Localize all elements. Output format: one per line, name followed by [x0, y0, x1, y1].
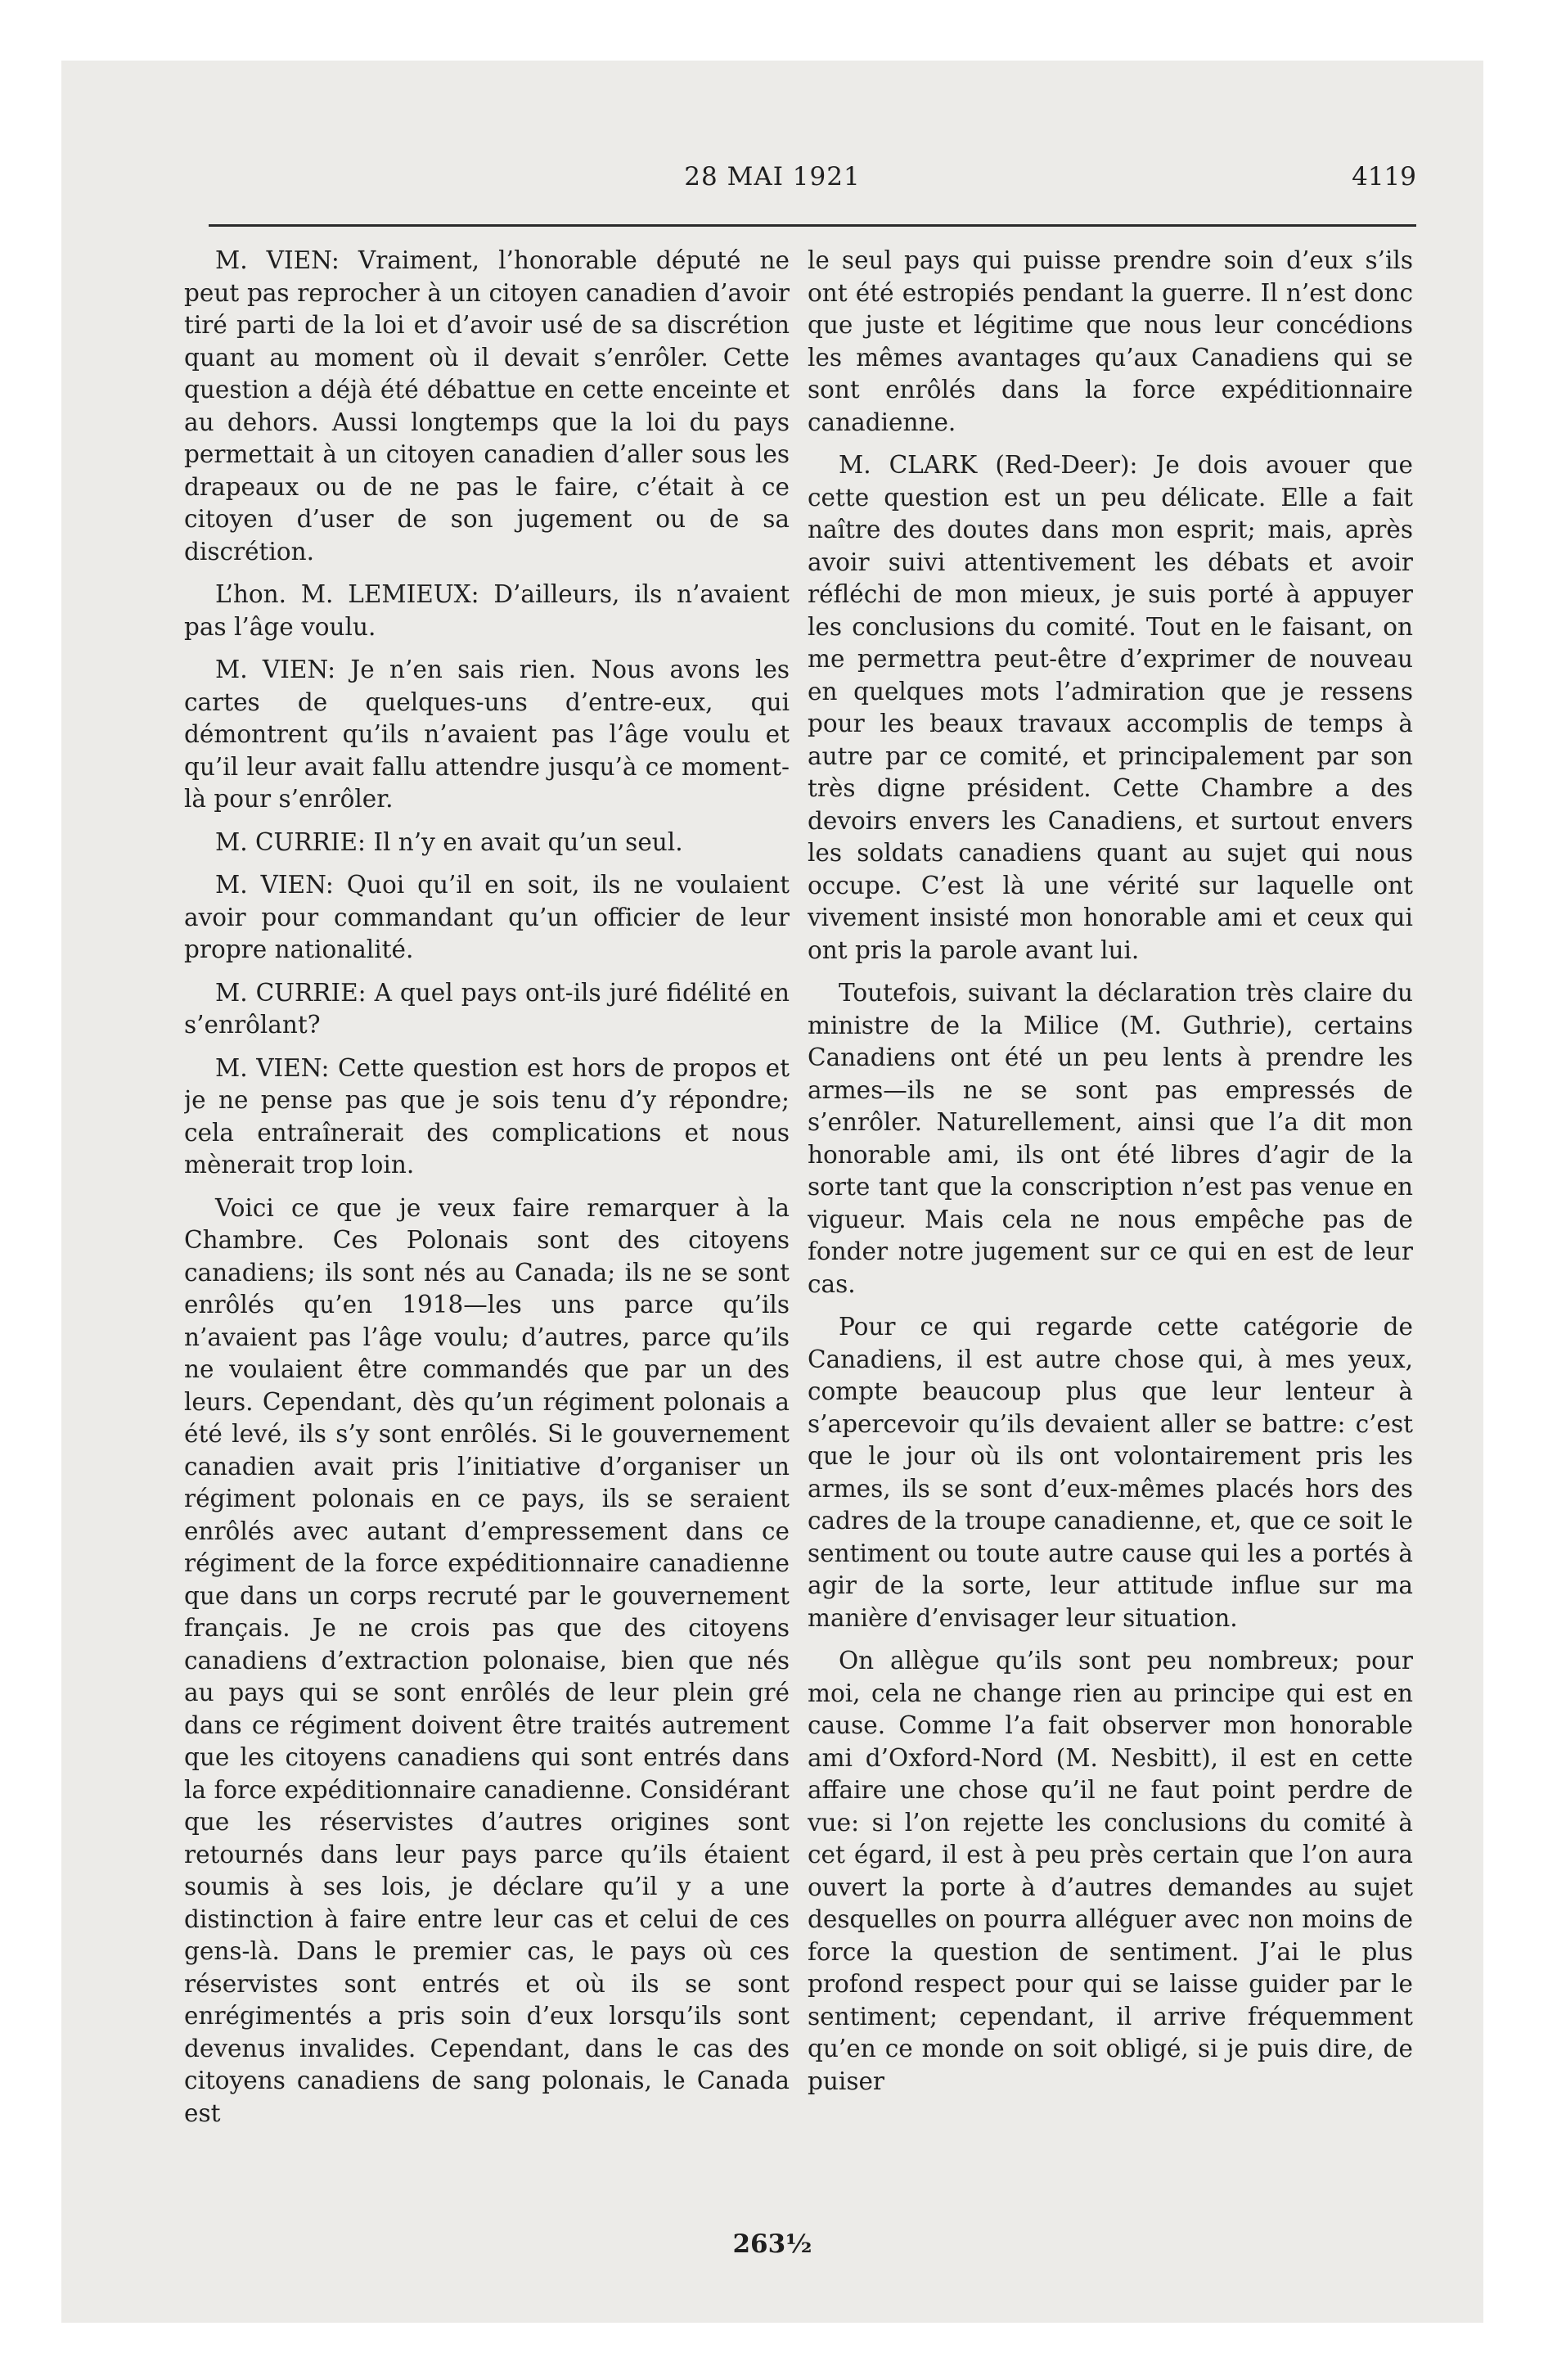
paragraph: M. VIEN: Vraiment, l’honorable député ne peut pas reprocher à un citoyen canadien d’avoir tiré parti de la loi et d’avoir usé de sa discrétion quant au moment où il devait s’enrôler. Cette question a déjà été débattue en cette enceinte et au dehors. Aussi longtemps que la loi du pays permettait à un citoyen canadien d’aller sous les drapeaux ou de ne pas le faire, c’était à ce citoyen d’user de son jugement ou de sa discrétion. [184, 246, 790, 566]
paragraph: M. VIEN: Cette question est hors de propos et je ne pense pas que je sois tenu d’y répondre; cela entraînerait des complications et nous mènerait trop loin. [184, 1053, 790, 1179]
header-rule [209, 224, 1416, 227]
page-number: 4119 [1352, 162, 1416, 192]
paragraph: le seul pays qui puisse prendre soin d’eux s’ils ont été estropiés pendant la guerre. Il n’est donc que juste et légitime que nous leur concédions les mêmes avantages qu’aux Canadiens qui se sont enrôlés dans la force expéditionnaire canadienne. [808, 246, 1413, 436]
page-date: 28 MAI 1921 [684, 162, 861, 192]
paragraph: Voici ce que je veux faire remarquer à la Chambre. Ces Polonais sont des citoyens canadiens; ils sont nés au Canada; ils ne se sont enrôlés qu’en 1918—les uns parce qu’ils n’avaient pas l’âge voulu; d’autres, parce qu’ils ne voulaient être commandés que par un des leurs. Cependant, dès qu’un régiment polonais a été levé, ils s’y sont enrôlés. Si le gouvernement canadien avait pris l’initiative d’organiser un régiment polonais en ce pays, ils se seraient enrôlés avec autant d’empressement dans ce régiment de la force expéditionnaire canadienne que dans un corps recruté par le gouvernement français. Je ne crois pas que des citoyens canadiens d’extraction polonaise, bien que nés au pays qui se sont enrôlés de leur plein gré dans ce régiment doivent être traités autrement que les citoyens canadiens qui sont entrés dans la force expéditionnaire canadienne. Considérant que les réservistes d’autres origines sont retournés dans leur pays parce qu’ils étaient soumis à ses lois, je déclare qu’il y a une distinction à faire entre leur cas et celui de ces gens-là. Dans le premier cas, le pays où ces réservistes sont entrés et où ils se sont enrégimentés a pris soin d’eux lorsqu’ils sont devenus invalides. Cependant, dans le cas des citoyens canadiens de sang polonais, le Canada est [184, 1193, 790, 2127]
left-column [184, 245, 790, 2217]
right-column [808, 245, 1413, 2217]
paragraph: M. CURRIE: A quel pays ont-ils juré fidélité en s’enrôlant? [184, 978, 790, 1039]
signature-mark: 263½ [732, 2229, 812, 2259]
paragraph: L’hon. M. LEMIEUX: D’ailleurs, ils n’avaient pas l’âge voulu. [184, 580, 790, 641]
paragraph: M. VIEN: Je n’en sais rien. Nous avons les cartes de quelques-uns d’entre-eux, qui démontrent qu’ils n’avaient pas l’âge voulu et qu’il leur avait fallu attendre jusqu’à ce moment-là pour s’enrôler. [184, 656, 790, 813]
paragraph: M. CURRIE: Il n’y en avait qu’un seul. [215, 827, 683, 856]
paragraph: Pour ce qui regarde cette catégorie de Canadiens, il est autre chose qui, à mes yeux, compte beaucoup plus que leur lenteur à s’apercevoir qu’ils devaient aller se battre: c’est que le jour où ils ont volontairement pris les armes, ils se sont d’eux-mêmes placés hors des cadres de la troupe canadienne, et, que ce soit le sentiment ou toute autre cause qui les a portés à agir de la sorte, leur attitude influe sur ma manière d’envisager leur situation. [808, 1313, 1413, 1632]
paragraph: On allègue qu’ils sont peu nombreux; pour moi, cela ne change rien au principe qui est en cause. Comme l’a fait observer mon honorable ami d’Oxford-Nord (M. Nesbitt), il est en cette affaire une chose qu’il ne faut point perdre de vue: si l’on rejette les conclusions du comité à cet égard, il est à peu près certain que l’on aura ouvert la porte à d’autres demandes au sujet desquelles on pourra alléguer avec non moins de force la question de sentiment. J’ai le plus profond respect pour qui se laisse guider par le sentiment; cependant, il arrive fréquemment qu’en ce monde on soit obligé, si je puis dire, de puiser [808, 1647, 1413, 2095]
paragraph: Toutefois, suivant la déclaration très claire du ministre de la Milice (M. Guthrie), certains Canadiens ont été un peu lents à prendre les armes—ils ne se sont pas empressés de s’enrôler. Naturellement, ainsi que l’a dit mon honorable ami, ils ont été libres d’agir de la sorte tant que la conscription n’est pas venue en vigueur. Mais cela ne nous empêche pas de fonder notre jugement sur ce qui en est de leur cas. [808, 979, 1413, 1298]
scanned-page [61, 61, 1483, 2323]
paragraph: M. CLARK (Red-Deer): Je dois avouer que cette question est un peu délicate. Elle a fait naître des doutes dans mon esprit; mais, après avoir suivi attentivement les débats et avoir réfléchi de mon mieux, je suis porté à appuyer les conclusions du comité. Tout en le faisant, on me permettra peut-être d’exprimer de nouveau en quelques mots l’admiration que je ressens pour les beaux travaux accomplis de temps à autre par ce comité, et principalement par son très digne président. Cette Chambre a des devoirs envers les Canadiens, et surtout envers les soldats canadiens quant au sujet qui nous occupe. C’est là une vérité sur laquelle ont vivement insisté mon honorable ami et ceux qui ont pris la parole avant lui. [808, 451, 1413, 964]
page-header [61, 162, 1483, 195]
paragraph: M. VIEN: Quoi qu’il en soit, ils ne voulaient avoir pour commandant qu’un officier de leur propre nationalité. [184, 871, 790, 963]
